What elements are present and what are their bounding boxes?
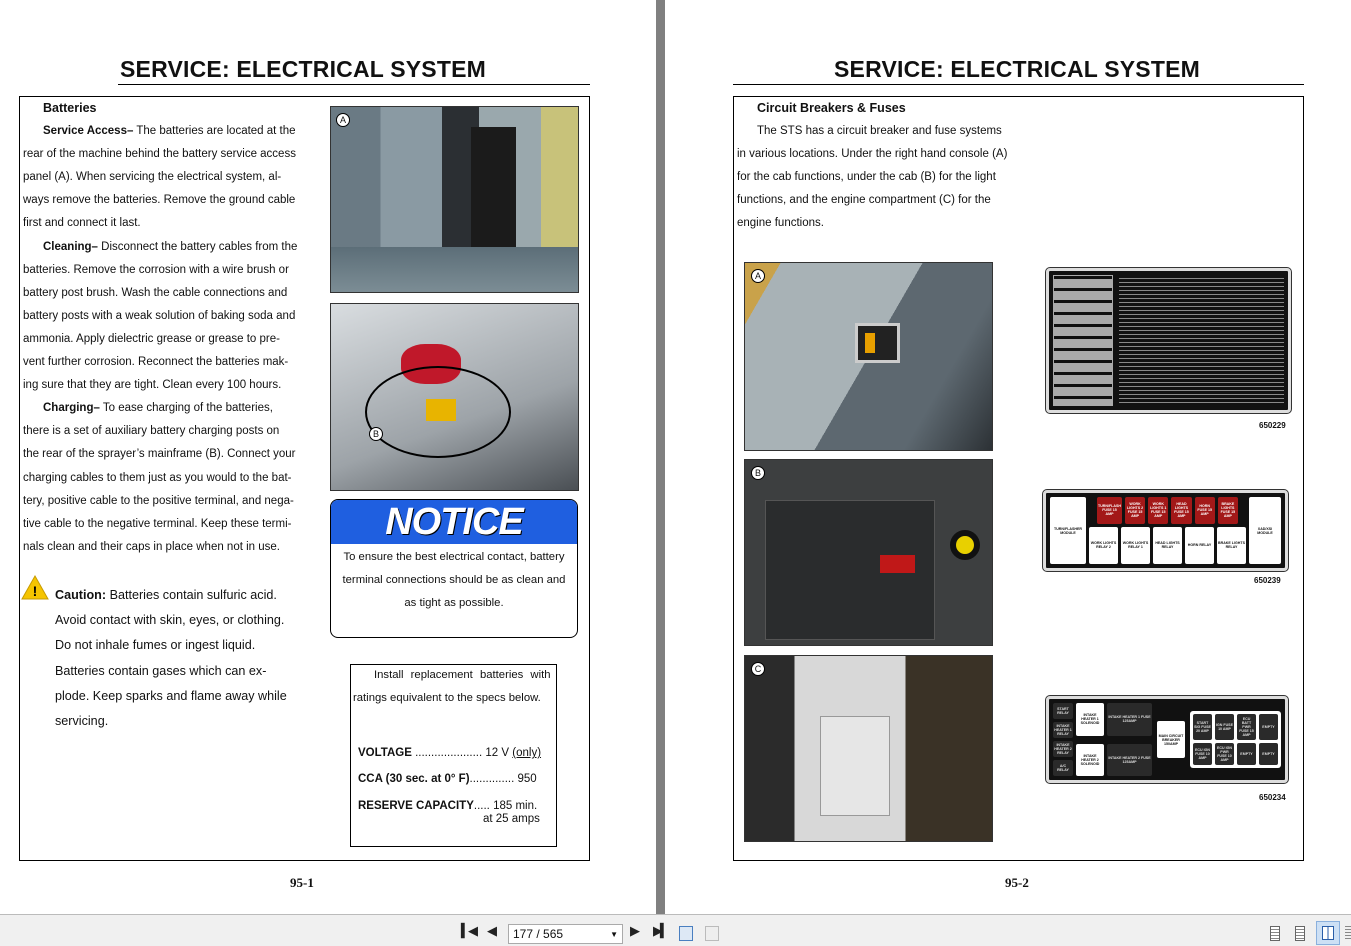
module-label: TURN/FLASHER MODULE	[1050, 497, 1086, 564]
text-line	[23, 148, 296, 160]
viewer-toolbar	[0, 914, 1351, 946]
text-run: The batteries are located at the	[133, 125, 296, 137]
text-line: for the cab functions, under the cab (B) for the light	[737, 171, 996, 184]
relay-column	[1053, 703, 1073, 776]
fuse-label: ECU BATT PWR FUSE 15 AMP	[1237, 714, 1256, 740]
svg-text:!: !	[32, 583, 38, 599]
module-label: XAD/XSI MODULE	[1249, 497, 1281, 564]
text-line	[23, 333, 280, 345]
text-run: nals clean and their caps in place when not in use.	[23, 540, 280, 553]
small-fuse-grid	[1190, 711, 1281, 768]
text-run: batteries. Remove the corrosion with a wire brush or	[23, 263, 289, 276]
fuse-label: ECU IGN PWR FUSE 10 AMP	[1215, 743, 1234, 765]
caution-line	[55, 689, 287, 703]
fuse-label: IGN FUSE 10 AMP	[1215, 714, 1234, 740]
decal-number: 650234	[1259, 793, 1286, 802]
page-title: SERVICE: ELECTRICAL SYSTEM	[119, 56, 486, 82]
text-line	[23, 541, 280, 553]
text-run: Do not inhale fumes or ingest liquid.	[55, 638, 256, 653]
notice-title: NOTICE	[331, 500, 577, 544]
specs-intro: ratings equivalent to the specs below.	[353, 692, 541, 704]
text-line	[23, 472, 292, 484]
text-run: vent further corrosion. Reconnect the batteries mak-	[23, 356, 289, 368]
text-line: The STS has a circuit breaker and fuse systems	[757, 125, 1002, 137]
fuse-label: INTAKE HEATER 2 FUSE 125AMP	[1107, 744, 1152, 777]
text-line	[23, 495, 294, 507]
fuse-label: TURN/FLASH FUSE 15 AMP	[1097, 497, 1122, 524]
main-breaker-label: MAIN CIRCUIT BREAKER 150AMP	[1157, 721, 1185, 758]
fuse-label: EMPTY	[1259, 743, 1278, 765]
fuse-decal-b	[1043, 490, 1288, 571]
relay-label: BRAKE LIGHTS RELAY	[1217, 527, 1246, 564]
spec-reserve-rate: at 25 amps	[483, 813, 540, 825]
fuse-label: HEAD LIGHTS FUSE 15 AMP	[1171, 497, 1191, 524]
relay-label: WORK LIGHTS RELAY 2	[1089, 527, 1118, 564]
console-photo-a	[744, 262, 993, 451]
left-page	[0, 0, 656, 914]
decal-number: 650229	[1259, 421, 1286, 430]
section-heading: Circuit Breakers & Fuses	[757, 101, 906, 115]
text-run: battery posts with a weak solution of baking soda and	[23, 309, 296, 322]
fuse-grid	[1053, 275, 1113, 406]
last-page-button[interactable]: ▶▍	[653, 923, 667, 938]
photo-label-c: C	[751, 662, 765, 676]
two-page-view-button[interactable]	[1316, 921, 1340, 945]
decal-middle	[1089, 497, 1246, 564]
text-line	[23, 425, 279, 437]
solenoid-label: INTAKE HEATER 2 SOLENOID	[1076, 744, 1104, 777]
page-title: SERVICE: ELECTRICAL SYSTEM	[833, 56, 1200, 82]
fuse-row	[1089, 497, 1246, 524]
text-line	[23, 518, 291, 530]
text-line	[23, 171, 281, 183]
text-run: the rear of the sprayer’s mainframe (B). Connect your	[23, 448, 296, 461]
text-line: engine functions.	[737, 217, 824, 230]
battery-specs-box	[350, 664, 557, 847]
solenoid-label: INTAKE HEATER 1 SOLENOID	[1076, 703, 1104, 736]
text-run: ammonia. Apply dielectric grease or grease to pre-	[23, 332, 280, 345]
text-line	[43, 125, 296, 137]
text-run: Avoid contact with skin, eyes, or clothing.	[55, 613, 285, 628]
title-rule	[733, 84, 1304, 85]
caution-line	[55, 613, 284, 627]
decal-number: 650239	[1254, 576, 1281, 585]
text-run: there is a set of auxiliary battery charging posts on	[23, 425, 280, 438]
fuse-decal-c	[1046, 696, 1288, 783]
text-line	[23, 287, 287, 299]
text-run: charging cables to them just as you would to the bat-	[23, 471, 292, 484]
fuse-label: EMPTY	[1237, 743, 1256, 765]
text-run: panel (A). When servicing the electrical system, al-	[23, 171, 282, 184]
relay-label: A/C RELAY	[1053, 760, 1073, 776]
previous-view-icon[interactable]	[679, 926, 693, 941]
photo-label-b: B	[369, 427, 383, 441]
two-page-icon	[1322, 926, 1334, 940]
text-run: tery, positive cable to the positive terminal, and nega-	[23, 494, 294, 507]
relay-label: WORK LIGHTS RELAY 1	[1121, 527, 1150, 564]
text-line: functions, and the engine compartment (C) for the	[737, 194, 991, 207]
warning-icon	[21, 575, 49, 605]
caution-line	[55, 638, 255, 652]
text-line	[23, 379, 281, 391]
relay-label: HORN RELAY	[1185, 527, 1214, 564]
single-page-view-icon[interactable]	[1270, 926, 1280, 941]
notice-box	[330, 499, 578, 638]
text-line	[43, 241, 297, 253]
fuse-label: START SIG FUSE 20 AMP	[1193, 714, 1212, 740]
text-run: Batteries contain gases which can ex-	[55, 663, 267, 678]
page-number: 95-1	[290, 875, 314, 890]
text-line	[23, 264, 289, 276]
spec-reserve: RESERVE CAPACITY..... 185 min.	[358, 800, 538, 812]
caution-line	[55, 664, 266, 678]
text-run: Disconnect the battery cables from the	[97, 240, 298, 253]
cab-underside-photo-b	[744, 459, 993, 646]
text-line	[23, 448, 296, 460]
previous-page-button[interactable]: ◀	[487, 923, 497, 938]
next-page-button[interactable]: ▶	[630, 923, 640, 938]
text-run: Batteries contain sulfuric acid.	[106, 588, 277, 602]
text-line	[23, 217, 141, 229]
fuse-label: EMPTY	[1259, 714, 1278, 740]
text-line	[43, 402, 273, 414]
fuse-column	[1107, 703, 1152, 776]
text-run: rear of the machine behind the battery service access	[23, 148, 296, 161]
section-heading: Batteries	[43, 101, 97, 115]
spec-cca: CCA (30 sec. at 0° F).............. 950	[358, 773, 537, 785]
notice-line: as tight as possible.	[404, 597, 504, 609]
run-in-heading: Service Access–	[43, 125, 134, 137]
first-page-button[interactable]: ▍◀	[461, 923, 475, 938]
fuse-decal-a	[1046, 268, 1291, 413]
run-in-heading: Cleaning–	[43, 240, 98, 253]
text-line	[23, 194, 295, 206]
text-run: ways remove the batteries. Remove the ground cable	[23, 194, 296, 207]
text-run: first and connect it last.	[23, 217, 141, 230]
next-view-icon[interactable]	[705, 926, 719, 941]
fuse-label: INTAKE HEATER 1 FUSE 125AMP	[1107, 703, 1152, 736]
page-number-input[interactable]: 177 / 565 ▼	[508, 924, 623, 944]
continuous-two-page-icon[interactable]	[1345, 926, 1351, 941]
text-run: battery post brush. Wash the cable connections and	[23, 286, 288, 299]
notice-line: terminal connections should be as clean and	[342, 574, 566, 586]
relay-label: START RELAY	[1053, 703, 1073, 719]
text-line	[23, 310, 295, 322]
text-line: in various locations. Under the right hand console (A)	[737, 148, 1008, 161]
continuous-view-icon[interactable]	[1295, 926, 1305, 941]
right-page	[665, 0, 1351, 914]
caution-line	[55, 588, 277, 602]
text-run: ing sure that they are tight. Clean every 100 hours.	[23, 379, 282, 392]
text-run: tive cable to the negative terminal. Keep these termi-	[23, 517, 292, 530]
fuse-label: HORN FUSE 15 AMP	[1195, 497, 1215, 524]
relay-label: INTAKE HEATER 2 RELAY	[1054, 743, 1072, 755]
title-rule	[118, 84, 590, 85]
fuse-label: WORK LIGHTS 1 FUSE 15 AMP	[1148, 497, 1168, 524]
caution-line	[55, 714, 108, 728]
fuse-label: WORK LIGHTS 2 FUSE 15 AMP	[1125, 497, 1145, 524]
fuse-list	[1119, 275, 1284, 406]
fuse-label: BRAKE LIGHTS FUSE 15 AMP	[1218, 497, 1238, 524]
solenoid-column	[1076, 703, 1104, 776]
text-run: plode. Keep sparks and flame away while	[55, 688, 287, 703]
text-line	[23, 356, 288, 368]
spec-voltage: VOLTAGE ..................... 12 V (only)	[358, 747, 542, 759]
text-run: servicing.	[55, 714, 109, 728]
photo-label-a: A	[751, 269, 765, 283]
photo-label-a: A	[336, 113, 350, 127]
text-run: To ease charging of the batteries,	[99, 402, 273, 415]
notice-line: To ensure the best electrical contact, battery	[343, 551, 565, 563]
fuse-label: ECU IGN FUSE 10 AMP	[1193, 743, 1212, 765]
caution-label: Caution:	[55, 588, 107, 602]
run-in-heading: Charging–	[43, 402, 100, 415]
specs-intro: Install replacement batteries with	[374, 669, 551, 681]
relay-row	[1089, 527, 1246, 564]
page-number: 95-2	[1005, 875, 1029, 890]
chevron-down-icon[interactable]: ▼	[610, 930, 618, 939]
charging-posts-photo	[330, 303, 579, 491]
relay-label: INTAKE HEATER 1 RELAY	[1054, 724, 1072, 736]
photo-label-b: B	[751, 466, 765, 480]
engine-compartment-photo-c	[744, 655, 993, 842]
relay-label: HEAD LIGHTS RELAY	[1153, 527, 1182, 564]
battery-compartment-photo	[330, 106, 579, 293]
